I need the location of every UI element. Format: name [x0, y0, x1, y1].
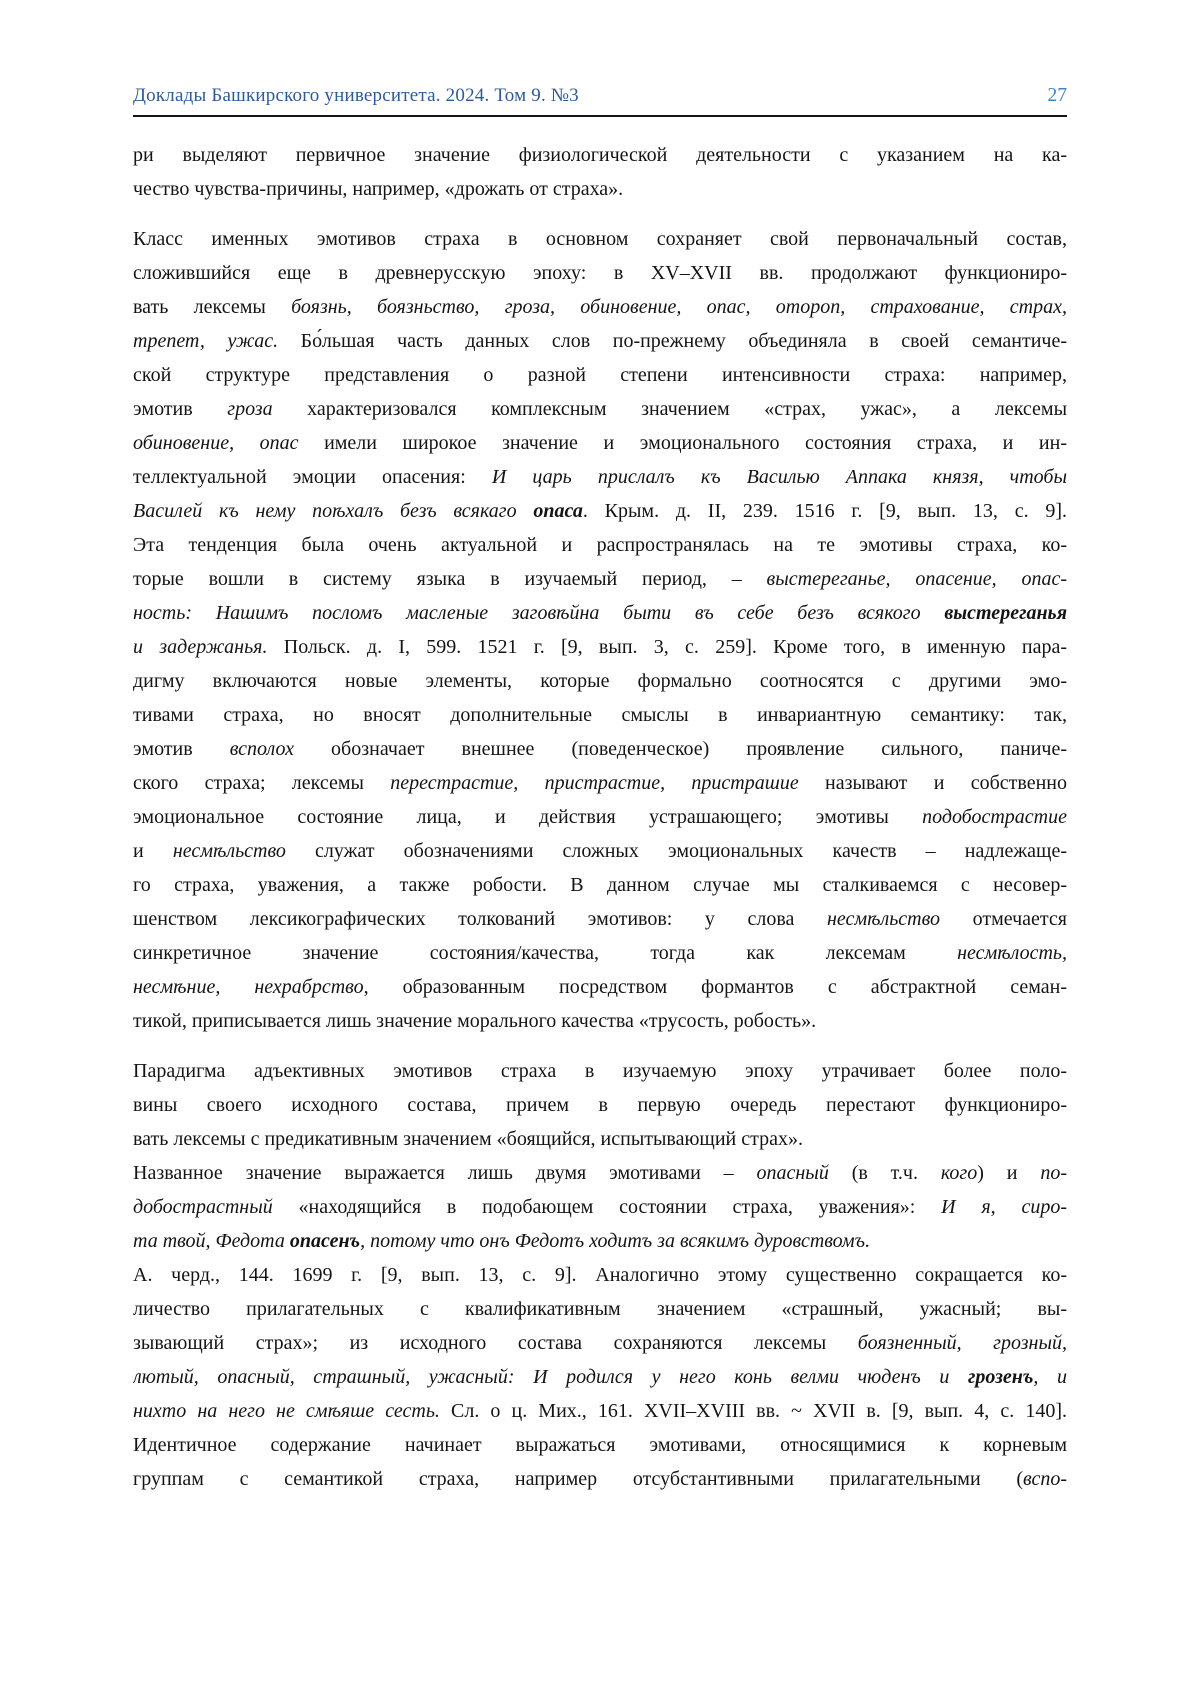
text-line — [133, 1004, 1067, 1038]
text-line — [133, 970, 1067, 1004]
bold-italic-run: опасенъ — [289, 1230, 361, 1252]
italic-run: и задержанья. — [133, 636, 268, 658]
text-run: характеризовался комплексным значением «страх, ужас», а лексемы — [272, 398, 1067, 420]
paragraph — [133, 138, 1067, 206]
text-run: (в т.ч. — [828, 1162, 941, 1184]
italic-run: по- — [1040, 1162, 1067, 1184]
italic-run: та твой, Федота — [133, 1230, 290, 1252]
text-line — [133, 1326, 1067, 1360]
text-run: тикой, приписывается лишь значение морального качества «трусость, робость». — [133, 1010, 817, 1032]
text-line — [133, 630, 1067, 664]
text-line — [133, 1394, 1067, 1428]
text-line — [133, 698, 1067, 732]
italic-run: обиновение, опас — [133, 432, 299, 454]
italic-run: И царь прислалъ къ Василью Аппака князя, чтобы — [491, 466, 1067, 488]
italic-run: кого — [940, 1162, 978, 1184]
text-line — [133, 528, 1067, 562]
text-run: Идентичное содержание начинает выражаться эмотивами, относящимися к корневым — [133, 1434, 1067, 1456]
text-line — [133, 256, 1067, 290]
text-run: сложившийся еще в древнерусскую эпоху: в XV–XVII вв. продолжают функциониро- — [133, 262, 1067, 284]
bold-italic-run: опаса — [533, 500, 583, 522]
text-run: Парадигма адъективных эмотивов страха в изучаемую эпоху утрачивает более поло- — [133, 1060, 1067, 1082]
text-run: Сл. о ц. Мих., 161. XVII–XVIII вв. ~ XVII в. [9, вып. 4, с. 140]. — [439, 1400, 1067, 1422]
text-line — [133, 562, 1067, 596]
text-line — [133, 1088, 1067, 1122]
text-line — [133, 392, 1067, 426]
text-line — [133, 664, 1067, 698]
text-run: Класс именных эмотивов страха в основном сохраняет свой первоначальный состав, — [133, 228, 1067, 250]
bold-italic-run: выстереганья — [944, 602, 1067, 624]
header-rule — [133, 115, 1067, 117]
text-run: вать лексемы с предикативным значением «боящийся, испытывающий страх». — [133, 1128, 803, 1150]
italic-run: подобострастие — [922, 806, 1067, 828]
text-run: дигму включаются новые элементы, которые формально соотносятся с другими эмо- — [133, 670, 1067, 692]
text-run: ри выделяют первичное значение физиологической деятельности с указанием на ка- — [133, 144, 1067, 166]
text-run: Эта тенденция была очень актуальной и распространялась на те эмотивы страха, ко- — [133, 534, 1067, 556]
text-line — [133, 1360, 1067, 1394]
text-line — [133, 732, 1067, 766]
text-line — [133, 324, 1067, 358]
italic-run: всполох — [229, 738, 294, 760]
italic-run: боязнь, боязньство, гроза, обиновение, опас, отороп, страхование, страх, — [291, 296, 1067, 318]
bold-italic-run: грозенъ — [967, 1366, 1034, 1388]
text-line — [133, 902, 1067, 936]
text-line — [133, 834, 1067, 868]
text-line — [133, 936, 1067, 970]
text-line — [133, 800, 1067, 834]
text-run: обозначает внешнее (поведенческое) проявление сильного, паниче- — [294, 738, 1067, 760]
body-text — [133, 138, 1067, 1496]
italic-run: , потому что онъ Федотъ ходитъ за всякимъ дуровствомъ. — [360, 1230, 871, 1252]
italic-run: опасный — [756, 1162, 829, 1184]
text-run: «находящийся в подобающем состоянии страха, уважения»: — [272, 1196, 942, 1218]
text-line — [133, 1292, 1067, 1326]
text-line — [133, 460, 1067, 494]
text-run: эмоциональное состояние лица, и действия устрашающего; эмотивы — [133, 806, 923, 828]
italic-run: несмѣлость, — [957, 942, 1067, 964]
text-line — [133, 290, 1067, 324]
text-run: шенством лексикографических толкований эмотивов: у слова — [133, 908, 827, 930]
text-line — [133, 494, 1067, 528]
text-run: имели широкое значение и эмоционального состояния страха, и ин- — [298, 432, 1067, 454]
italic-run: лютый, опасный, страшный, ужасный: И родился у него конь велми чюденъ и — [133, 1366, 968, 1388]
text-run: теллектуальной эмоции опасения: — [133, 466, 492, 488]
text-run: служат обозначениями сложных эмоциональных качеств – надлежаще- — [285, 840, 1067, 862]
italic-run: нихто на него не смѣяше сесть. — [133, 1400, 440, 1422]
italic-run: , и — [1033, 1366, 1067, 1388]
text-run: вать лексемы — [133, 296, 292, 318]
italic-run: несмѣние, нехрабрство — [133, 976, 364, 998]
text-line — [133, 1462, 1067, 1496]
text-line — [133, 1224, 1067, 1258]
italic-run: гроза — [227, 398, 273, 420]
text-line — [133, 222, 1067, 256]
text-line — [133, 358, 1067, 392]
italic-run: добострастный — [133, 1196, 273, 1218]
italic-run: несмѣльство — [826, 908, 941, 930]
italic-run: вспо- — [1023, 1468, 1067, 1490]
journal-title: Доклады Башкирского университета. 2024. Том 9. №3 — [133, 85, 579, 106]
italic-run: трепет, ужас. — [133, 330, 279, 352]
paragraph — [133, 1054, 1067, 1496]
text-line — [133, 1428, 1067, 1462]
italic-run: несмѣльство — [172, 840, 286, 862]
text-line — [133, 1122, 1067, 1156]
italic-run: Василей къ нему поѣхалъ безъ всякаго — [133, 500, 534, 522]
text-line — [133, 596, 1067, 630]
text-run: го страха, уважения, а также робости. В данном случае мы сталкиваемся с несовер- — [133, 874, 1067, 896]
italic-run: И я, сиро- — [941, 1196, 1067, 1218]
text-run: эмотив — [133, 398, 228, 420]
text-line — [133, 868, 1067, 902]
text-run: чество чувства-причины, например, «дрожать от страха». — [133, 178, 624, 200]
text-run: эмотив — [133, 738, 230, 760]
text-line — [133, 1190, 1067, 1224]
italic-run: ность: Нашимъ посломъ масленые заговѣйна быти въ себе безъ всякого — [133, 602, 945, 624]
italic-run: выстереганье, опасение, опас- — [766, 568, 1067, 590]
text-line — [133, 138, 1067, 172]
text-run: Названное значение выражается лишь двумя эмотивами – — [133, 1162, 757, 1184]
text-run: отмечается — [940, 908, 1067, 930]
text-run: личество прилагательных с квалификативным значением «страшный, ужасный; вы- — [133, 1298, 1067, 1320]
text-run: зывающий страх»; из исходного состава сохраняются лексемы — [133, 1332, 858, 1354]
paragraph — [133, 222, 1067, 1038]
text-run: Бо́льшая часть данных слов по-прежнему объединяла в своей семантиче- — [278, 330, 1067, 352]
text-run: , образованным посредством формантов с абстрактной семан- — [363, 976, 1067, 998]
text-run: синкретичное значение состояния/качества, тогда как лексемам — [133, 942, 958, 964]
italic-run: перестрастие, пристрастие, пристрашие — [390, 772, 799, 794]
text-run: называют и собственно — [798, 772, 1067, 794]
text-run: торые вошли в систему языка в изучаемый период, – — [133, 568, 767, 590]
text-line — [133, 172, 1067, 206]
text-run: и — [133, 840, 173, 862]
text-run: А. черд., 144. 1699 г. [9, вып. 13, с. 9]. Аналогично этому существенно сокращается ко- — [133, 1264, 1067, 1286]
text-line — [133, 1156, 1067, 1190]
page-header — [133, 84, 1067, 108]
page-number: 27 — [1047, 85, 1067, 106]
text-line — [133, 1054, 1067, 1088]
text-line — [133, 1258, 1067, 1292]
text-line — [133, 766, 1067, 800]
text-run: ского страха; лексемы — [133, 772, 391, 794]
text-run: ) и — [977, 1162, 1041, 1184]
text-line — [133, 426, 1067, 460]
text-run: ской структуре представления о разной степени интенсивности страха: например, — [133, 364, 1067, 386]
text-run: вины своего исходного состава, причем в первую очередь перестают функциониро- — [133, 1094, 1067, 1116]
text-run: тивами страха, но вносят дополнительные смыслы в инвариантную семантику: так, — [133, 704, 1067, 726]
text-run: . Крым. д. II, 239. 1516 г. [9, вып. 13, с. 9]. — [582, 500, 1067, 522]
text-run: группам с семантикой страха, например отсубстантивными прилагательными ( — [133, 1468, 1024, 1490]
italic-run: боязненный, грозный, — [857, 1332, 1067, 1354]
text-run: Польск. д. I, 599. 1521 г. [9, вып. 3, с. 259]. Кроме того, в именную пара- — [267, 636, 1067, 658]
